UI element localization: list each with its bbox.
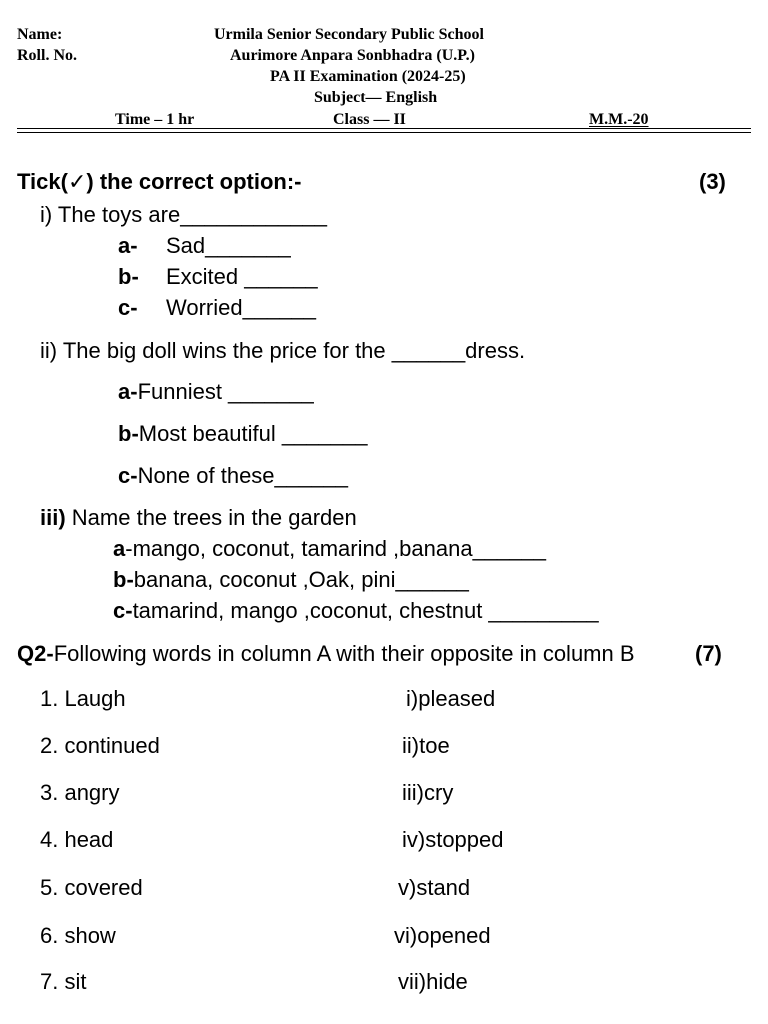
column-a-item: 4. head — [40, 827, 114, 852]
q1-iii-option-c: c-tamarind, mango ,coconut, chestnut _________ — [113, 598, 599, 623]
school-name: Urmila Senior Secondary Public School — [214, 26, 484, 43]
school-address: Aurimore Anpara Sonbhadra (U.P.) — [230, 47, 475, 64]
q1-ii-option-b: b-Most beautiful _______ — [118, 421, 368, 446]
max-marks-label: M.M.-20 — [589, 111, 649, 128]
q1-i-option-b: b- Excited ______ — [118, 264, 318, 289]
column-b-item: ii)toe — [402, 733, 450, 758]
q1-iii-option-a: a-mango, coconut, tamarind ,banana______ — [113, 536, 546, 561]
column-b-item: iv)stopped — [402, 827, 504, 852]
name-label: Name: — [17, 26, 63, 43]
q1-ii-option-c: c-None of these______ — [118, 463, 348, 488]
q1-heading: Tick(✓) the correct option:- — [17, 169, 302, 194]
column-a-item: 3. angry — [40, 780, 120, 805]
column-a-item: 2. continued — [40, 733, 160, 758]
time-label: Time – 1 hr — [115, 111, 195, 128]
column-b-item: iii)cry — [402, 780, 454, 805]
column-a-item: 1. Laugh — [40, 686, 126, 711]
q2-heading: Q2-Following words in column A with their opposite in column B — [17, 641, 635, 666]
column-a-item: 6. show — [40, 923, 116, 948]
q1-marks: (3) — [699, 169, 726, 194]
roll-number-label: Roll. No. — [17, 47, 77, 64]
q1-i-question: i) The toys are____________ — [40, 202, 328, 227]
class-label: Class — II — [333, 111, 406, 128]
exam-title: PA II Examination (2024-25) — [270, 68, 466, 85]
q1-ii-question: ii) The big doll wins the price for the ______dress. — [40, 338, 526, 363]
column-b-item: vi)opened — [394, 923, 491, 948]
header-divider-top — [17, 128, 751, 129]
column-a-item: 7. sit — [40, 969, 87, 994]
q1-i-option-a: a- Sad_______ — [118, 233, 291, 258]
header-divider-bottom — [17, 132, 751, 133]
q2-marks: (7) — [695, 641, 722, 666]
column-a-item: 5. covered — [40, 875, 143, 900]
q1-iii-question: iii) Name the trees in the garden — [40, 505, 357, 530]
column-b-item: vii)hide — [398, 969, 468, 994]
column-b-item: v)stand — [398, 875, 471, 900]
exam-info-row — [115, 111, 655, 129]
q1-i-option-c: c- Worried______ — [118, 295, 317, 320]
q1-iii-option-b: b-banana, coconut ,Oak, pini______ — [113, 567, 469, 592]
column-b-item: i)pleased — [406, 686, 496, 711]
subject-title: Subject— English — [314, 89, 438, 106]
q1-ii-option-a: a-Funniest _______ — [118, 379, 314, 404]
